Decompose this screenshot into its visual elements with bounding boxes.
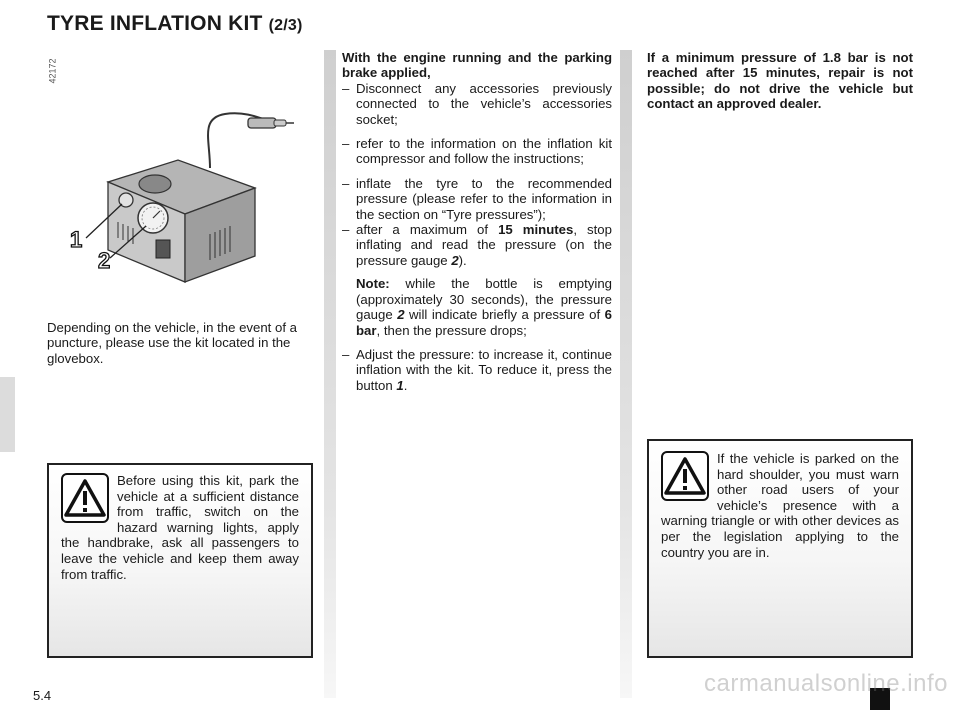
column-divider-left [324,50,336,698]
instruction-note: Note: while the bottle is emptying (approximately 30 seconds), the pressure gauge 2 will indicate briefly a pressure of 6 bar, then the pressure drops; [356,276,612,338]
power-plug-icon [248,118,294,128]
callout-number-2: 2 [98,248,111,273]
instruction-text: refer to the information on the inflation kit compressor and follow the instructions; [356,136,612,167]
warning-content [661,451,899,560]
warning-content [61,473,299,582]
pressure-paragraph: If a minimum pressure of 1.8 bar is not reached after 15 minutes, repair is not possible; do not drive the vehicle but contact an approved dealer. [647,50,913,112]
instruction-item-4: – after a maximum of 15 minutes, stop inflating and read the pressure (on the pressure gauge 2). [342,222,612,268]
warning-triangle-icon [61,473,117,531]
figure-reference-code: 42172 [47,58,58,84]
instruction-item-2: – refer to the information on the inflation kit compressor and follow the instructions; [342,136,612,167]
instruction-item-1: – Disconnect any accessories previously connected to the vehicle’s accessories socket; [342,80,612,127]
warning-box-hard-shoulder [647,439,913,658]
warning-text: If the vehicle is parked on the hard shoulder, you must warn other road users of your vehicle’s presence with a warning triangle or with other devices as per the legislation applying to the country you are in. [661,451,899,560]
page-title-part: (2/3) [268,17,303,34]
page-number: 5.4 [33,688,52,703]
instructions-column [342,50,612,393]
instruction-text: inflate the tyre to the recommended pressure (please refer to the information in the section on “Tyre pressures”); [356,175,612,222]
pressure-column [647,50,913,112]
instruction-text: after a maximum of 15 minutes, stop inflating and read the pressure (on the pressure gauge 2). [356,222,612,268]
instruction-text: Adjust the pressure: to increase it, continue inflation with the kit. To reduce it, press the button 1. [356,346,612,393]
warning-text: Before using this kit, park the vehicle at a sufficient distance from traffic, switch on the hazard warning lights, apply the handbrake, ask all passengers to leave the vehicle and keep them away from traffic. [61,473,299,582]
instruction-text: Disconnect any accessories previously connected to the vehicle’s accessories socket; [356,80,612,127]
page-title [47,12,302,36]
warning-box-traffic [47,463,313,658]
instruction-item-5: – Adjust the pressure: to increase it, continue inflation with the kit. To reduce it, press the button 1. [342,346,612,393]
warning-triangle-icon [661,451,717,509]
instruction-item-3: – inflate the tyre to the recommended pressure (please refer to the information in the section on “Tyre pressures”); [342,175,612,222]
watermark: carmanualsonline.info [704,670,948,697]
section-tab [0,377,15,452]
column-divider-right [620,50,632,698]
instructions-lead: With the engine running and the parking brake applied, [342,50,612,81]
page-title-main: TYRE INFLATION KIT [47,12,263,35]
figure-reference [48,56,78,92]
note-label: Note: [356,276,390,292]
intro-paragraph: Depending on the vehicle, in the event of a puncture, please use the kit located in the glovebox. [47,320,298,366]
inflation-kit-illustration [60,110,300,305]
intro-column [47,320,312,366]
callout-number-1: 1 [70,227,83,252]
